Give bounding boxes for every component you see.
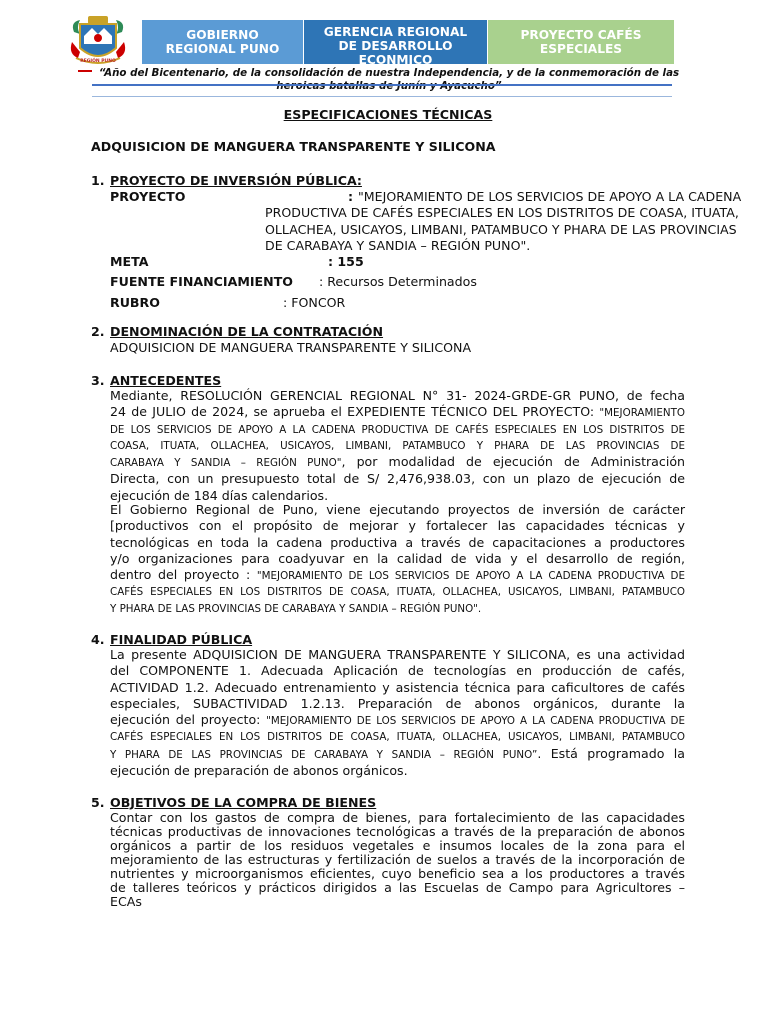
- antecedentes-paragraph-2: [110, 502, 685, 617]
- rubro-label: RUBRO: [110, 295, 160, 310]
- paragraph-line: [110, 746, 685, 763]
- section-3-heading: ANTECEDENTES: [110, 373, 222, 388]
- paragraph-line: CAFÉS ESPECIALES EN LOS DISTRITOS DE COASA, ITUATA, OLLACHEA, USICAYOS, LIMBANI, PATAMBUCO: [110, 731, 685, 744]
- proyecto-label: PROYECTO: [110, 189, 186, 204]
- meta-label: META: [110, 254, 149, 269]
- header-box-line: REGIONAL PUNO: [165, 42, 280, 56]
- paragraph-line: La presente ADQUISICION DE MANGUERA TRANSPARENTE Y SILICONA, es una actividad: [110, 647, 685, 662]
- section-3-number: 3.: [91, 373, 105, 388]
- header-accent-line: [78, 70, 92, 72]
- finalidad-paragraph: [110, 647, 685, 779]
- header-box-gerencia: [304, 20, 487, 64]
- header-box-line: GOBIERNO: [186, 28, 259, 42]
- proyecto-line: PRODUCTIVA DE CAFÉS ESPECIALES EN LOS DISTRITOS DE COASA, ITUATA,: [265, 205, 739, 221]
- paragraph-line: [110, 404, 685, 421]
- section-1-number: 1.: [91, 173, 105, 188]
- document-title: ESPECIFICACIONES TÉCNICAS: [283, 107, 493, 122]
- paragraph-segment: CARABAYA Y SANDIA – REGIÓN PUNO": [110, 457, 342, 470]
- meta-value-text: : 155: [328, 254, 364, 269]
- proyecto-colon: :: [348, 189, 354, 204]
- section-2-heading: DENOMINACIÓN DE LA CONTRATACIÓN: [110, 324, 384, 339]
- paragraph-line: [110, 454, 685, 471]
- paragraph-line: ejecución de preparación de abonos orgánicos.: [110, 763, 408, 779]
- paragraph-segment: Y PHARA DE LAS PROVINCIAS DE CARABAYA Y SANDIA – REGIÓN PUNO”: [110, 748, 538, 761]
- header-box-line: ECONMICO: [358, 53, 433, 64]
- section-5-number: 5.: [91, 795, 105, 810]
- paragraph-line: de talleres teóricos y prácticos dirigidos a las Escuelas de Campo para Agricultores –: [110, 880, 685, 895]
- paragraph-line: CAFÉS ESPECIALES EN LOS DISTRITOS DE COASA, ITUATA, OLLACHEA, USICAYOS, LIMBANI, PATAMBUCO: [110, 586, 685, 599]
- paragraph-line: mejoramiento de las estructuras y fertilización de suelos a través de la incorporación de: [110, 852, 685, 867]
- header-divider: [92, 84, 672, 86]
- section-2-number: 2.: [91, 324, 105, 339]
- paragraph-segment: dentro del proyecto :: [110, 567, 257, 583]
- section-4-heading: FINALIDAD PÚBLICA: [110, 632, 253, 647]
- paragraph-segment: , por modalidad de ejecución de Administración: [341, 454, 686, 470]
- paragraph-line: Y PHARA DE LAS PROVINCIAS DE CARABAYA Y SANDIA – REGIÓN PUNO".: [110, 602, 482, 615]
- logo-caption: REGIÓN PUNO: [80, 59, 116, 64]
- paragraph-segment: . Está programado la: [537, 745, 686, 761]
- header-box-line: GERENCIA REGIONAL: [323, 25, 468, 39]
- paragraph-segment: "MEJORAMIENTO DE LOS SERVICIOS DE APOYO A LA CADENA PRODUCTIVA DE: [256, 570, 685, 583]
- paragraph-line: ACTIVIDAD 1.2. Adecuado entrenamiento y asistencia técnica para caficultores de cafés: [110, 679, 685, 695]
- document-subject: ADQUISICION DE MANGUERA TRANSPARENTE Y SILICONA: [91, 139, 496, 154]
- proyecto-line: OLLACHEA, USICAYOS, LIMBANI, PATAMBUCO Y PHARA DE LAS PROVINCIAS: [265, 221, 737, 237]
- paragraph-segment: 24 de JULIO de 2024, se aprueba el EXPEDIENTE TÉCNICO DEL PROYECTO:: [110, 404, 600, 420]
- rubro-value: : FONCOR: [283, 295, 346, 310]
- paragraph-line: y/o organizaciones para coadyuvar en la calidad de vida y el desarrollo de región,: [110, 550, 685, 566]
- meta-value: [328, 254, 364, 270]
- paragraph-line: ejecución de 184 días calendarios.: [110, 487, 329, 503]
- year-slogan: [92, 67, 686, 92]
- header-box-gobierno-regional: [142, 20, 303, 64]
- paragraph-segment: ejecución del proyecto:: [110, 712, 267, 728]
- paragraph-line: orgánicos a partir de los residuos vegetales e insumos locales de la zona para el: [110, 838, 685, 853]
- slogan-line: “Año del Bicentenario, de la consolidación de nuestra Independencia, y de la conmemoración de las: [98, 67, 680, 79]
- header-box-line: PROYECTO CAFÉS: [520, 28, 642, 42]
- header-box-line: ESPECIALES: [539, 42, 623, 56]
- paragraph-line: Directa, con un presupuesto total de S/ 2,476,938.03, con un plazo de ejecución de: [110, 471, 685, 487]
- paragraph-line: del COMPONENTE 1. Adecuada Aplicación de tecnologías en producción de cafés,: [110, 663, 685, 679]
- objetivos-paragraph: [110, 811, 685, 909]
- section-5-heading: OBJETIVOS DE LA COMPRA DE BIENES: [110, 795, 377, 810]
- section-2-text: ADQUISICION DE MANGUERA TRANSPARENTE Y SILICONA: [110, 340, 472, 355]
- paragraph-line: [productivos con el propósito de mejorar y fortalecer las capacidades técnicas y: [110, 518, 685, 534]
- paragraph-line: COASA, ITUATA, OLLACHEA, USICAYOS, LIMBANI, PATAMBUCO Y PHARA DE LAS PROVINCIAS DE: [110, 439, 685, 452]
- paragraph-line: técnicas productivas de innovaciones tecnológicas a través de la preparación de abonos: [110, 824, 685, 839]
- paragraph-line: ECAs: [110, 894, 142, 909]
- fuente-value: : Recursos Determinados: [319, 274, 477, 289]
- paragraph-line: DE LOS SERVICIOS DE APOYO A LA CADENA PRODUCTIVA DE CAFÉS ESPECIALES EN LOS DISTRITOS DE: [110, 423, 685, 436]
- section-1-heading: PROYECTO DE INVERSIÓN PÚBLICA:: [110, 173, 362, 188]
- section-4-number: 4.: [91, 632, 105, 647]
- paragraph-line: El Gobierno Regional de Puno, viene ejecutando proyectos de inversión de carácter: [110, 502, 685, 517]
- header-box-proyecto-cafes: [488, 20, 674, 64]
- paragraph-segment: "MEJORAMIENTO: [599, 407, 685, 420]
- paragraph-line: tecnológicas en toda la cadena productiva a través de capacitaciones a productores: [110, 534, 685, 550]
- header-box-line: DE DESARROLLO: [338, 39, 453, 53]
- antecedentes-paragraph-1: [110, 388, 685, 504]
- proyecto-line: "MEJORAMIENTO DE LOS SERVICIOS DE APOYO A LA CADENA: [358, 189, 742, 204]
- fuente-label: FUENTE FINANCIAMIENTO: [110, 274, 293, 289]
- paragraph-line: Mediante, RESOLUCIÓN GERENCIAL REGIONAL N° 31- 2024-GRDE-GR PUNO, de fecha: [110, 388, 685, 403]
- paragraph-line: [110, 567, 685, 584]
- proyecto-line: DE CARABAYA Y SANDIA – REGIÓN PUNO".: [265, 237, 531, 253]
- paragraph-line: nutrientes y microorganismos eficientes, cuyo beneficio sea a los productores a través: [110, 866, 685, 881]
- proyecto-name: [265, 189, 742, 254]
- paragraph-segment: "MEJORAMIENTO DE LOS SERVICIOS DE APOYO A LA CADENA PRODUCTIVA DE: [266, 715, 685, 728]
- paragraph-line: [110, 712, 685, 729]
- paragraph-line: especiales, SUBACTIVIDAD 1.2.13. Preparación de abonos orgánicos, durante la: [110, 695, 685, 711]
- header-divider-thin: [92, 96, 672, 97]
- paragraph-line: Contar con los gastos de compra de bienes, para fortalecimiento de las capacidades: [110, 810, 685, 825]
